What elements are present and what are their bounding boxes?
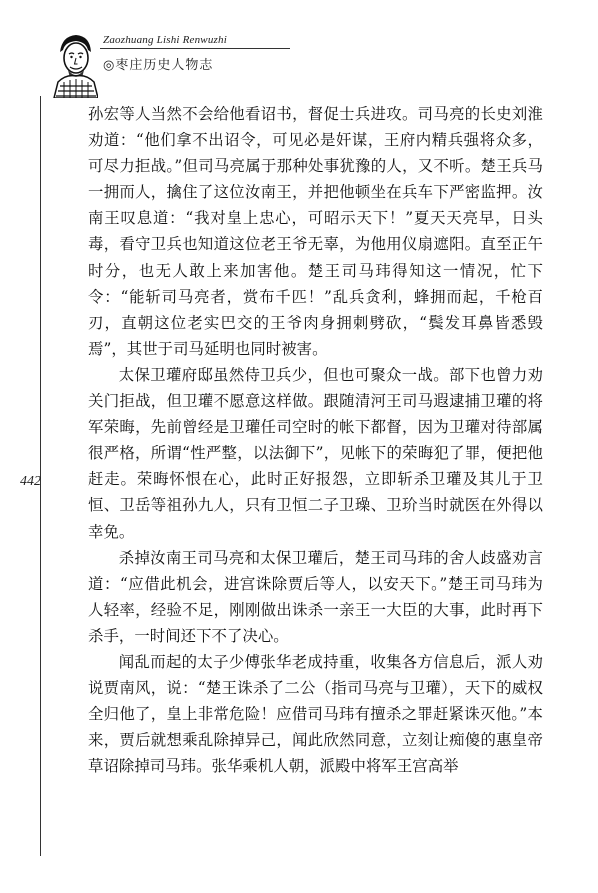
body-text — [88, 101, 543, 779]
page-number: 442 — [20, 474, 41, 489]
paragraph: 太保卫瓘府邸虽然侍卫兵少，但也可聚众一战。部下也曾力劝关门拒战，但卫瓘不愿意这样做。跟随清河王司马遐逮捕卫瓘的将军荣晦，先前曾经是卫瓘任司空时的帐下都督，因为卫瓘对待部属很严格，所谓“性严整，以法御下”，见帐下的荣晦犯了罪，便把他赶走。荣晦怀恨在心，此时正好报怨，立即斩杀卫瓘及其儿于卫恒、卫岳等祖孙九人，只有卫恒二子卫璪、卫玠当时就医在外得以幸免。 — [88, 365, 543, 541]
series-title-cn: ◎枣庄历史人物志 — [103, 58, 214, 73]
paragraph: 孙宏等人当然不会给他看诏书，督促士兵进攻。司马亮的长史刘淮劝道：“他们拿不出诏令，可见必是奸谋，王府内精兵强将众多，可尽力拒战。”但司马亮属于那种处事犹豫的人，又不听。楚王兵马一拥而人，擒住了这位汝南王，并把他顿坐在兵车下严密监押。汝南王叹息道：“我对皇上忠心，可昭示天下！”夏天天亮早，日头毒，看守卫兵也知道这位老王爷无辜，为他用仪扇遮阳。直至正午时分，也无人敢上来加害他。楚王司马玮得知这一情况，忙下令：“能斩司马亮者，赏布千匹！”乱兵贪利，蜂拥而起，千枪百刃，直朝这位老实巴交的王爷肉身拥刺劈砍，“鬓发耳鼻皆悉毁焉”，其世于司马延明也同时被害。 — [88, 105, 543, 358]
scholar-portrait-icon — [50, 30, 98, 98]
series-title-en: Zaozhuang Lishi Renwuzhi — [103, 34, 227, 46]
paragraph: 闻乱而起的太子少傅张华老成持重，收集各方信息后，派人劝说贾南风，说：“楚王诛杀了二公（指司马亮与卫瓘），天下的威权全归他了，皇上非常危险！应借司马玮有擅杀之罪赶紧诛灭他。”本来，贾后就想乘乱除掉异己，闻此欣然同意，立刻让痴傻的惠皇帝草诏除掉司马玮。张华乘机人朝，派殿中将军王宫高举 — [88, 652, 543, 776]
header-divider — [100, 48, 290, 49]
paragraph: 杀掉汝南王司马亮和太保卫瓘后，楚王司马玮的舍人歧盛劝言道：“应借此机会，进宫诛除贾后等人，以安天下。”楚王司马玮为人轻率，经验不足，刚刚做出诛杀一亲王一大臣的大事，此时再下杀手，一时间还下不了决心。 — [88, 548, 543, 645]
